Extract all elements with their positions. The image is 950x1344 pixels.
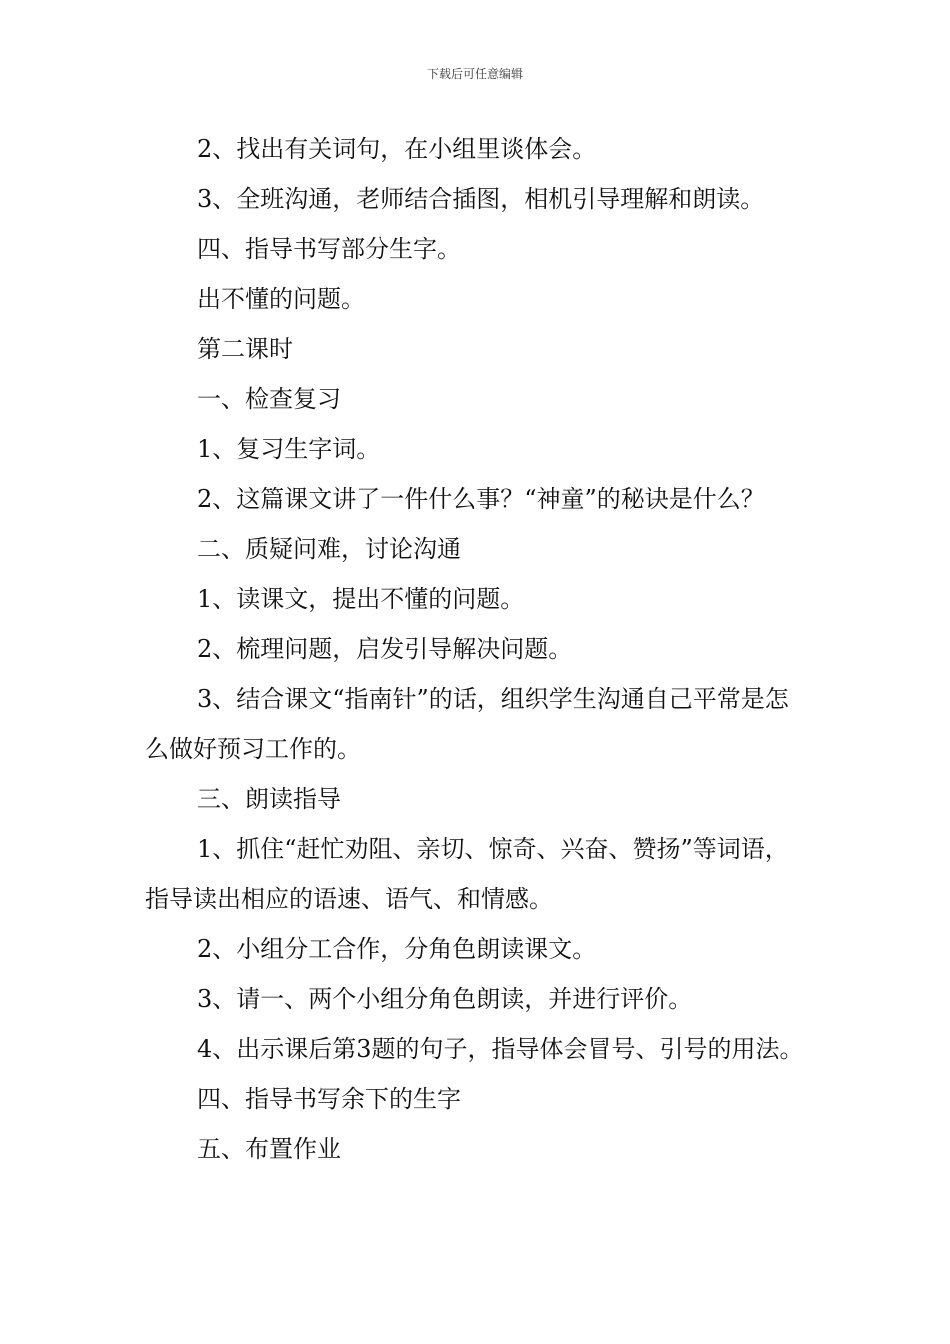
page-header: 下载后可任意编辑 xyxy=(426,67,523,81)
paragraph: 4、出示课后第3题的句子，指导体会冒号、引号的用法。 xyxy=(197,1035,804,1063)
section-title: 第二课时 xyxy=(197,335,293,363)
paragraph: 2、这篇课文讲了一件什么事？“神童”的秘诀是什么？ xyxy=(197,485,765,513)
paragraph: 1、复习生字词。 xyxy=(197,435,381,463)
paragraph: 二、质疑问难，讨论沟通 xyxy=(197,535,461,563)
paragraph: 四、指导书写部分生字。 xyxy=(197,235,461,263)
paragraph: 2、小组分工合作，分角色朗读课文。 xyxy=(197,935,597,963)
paragraph: 出不懂的问题。 xyxy=(197,285,365,313)
paragraph: 3、请一、两个小组分角色朗读，并进行评价。 xyxy=(197,985,693,1013)
paragraph: 三、朗读指导 xyxy=(197,785,341,813)
paragraph: 2、找出有关词句，在小组里谈体会。 xyxy=(197,135,597,163)
paragraph: 一、检查复习 xyxy=(197,385,341,413)
document-body xyxy=(145,124,810,1174)
paragraph: 3、结合课文“指南针”的话，组织学生沟通自己平常是怎么做好预习工作的。 xyxy=(145,685,789,763)
paragraph: 五、布置作业 xyxy=(197,1135,341,1163)
paragraph: 1、抓住“赶忙劝阻、亲切、惊奇、兴奋、赞扬”等词语，指导读出相应的语速、语气、和情感。 xyxy=(145,835,789,913)
paragraph: 2、梳理问题，启发引导解决问题。 xyxy=(197,635,573,663)
paragraph: 1、读课文，提出不懂的问题。 xyxy=(197,585,525,613)
paragraph: 3、全班沟通，老师结合插图，相机引导理解和朗读。 xyxy=(197,185,765,213)
paragraph: 四、指导书写余下的生字 xyxy=(197,1085,461,1113)
